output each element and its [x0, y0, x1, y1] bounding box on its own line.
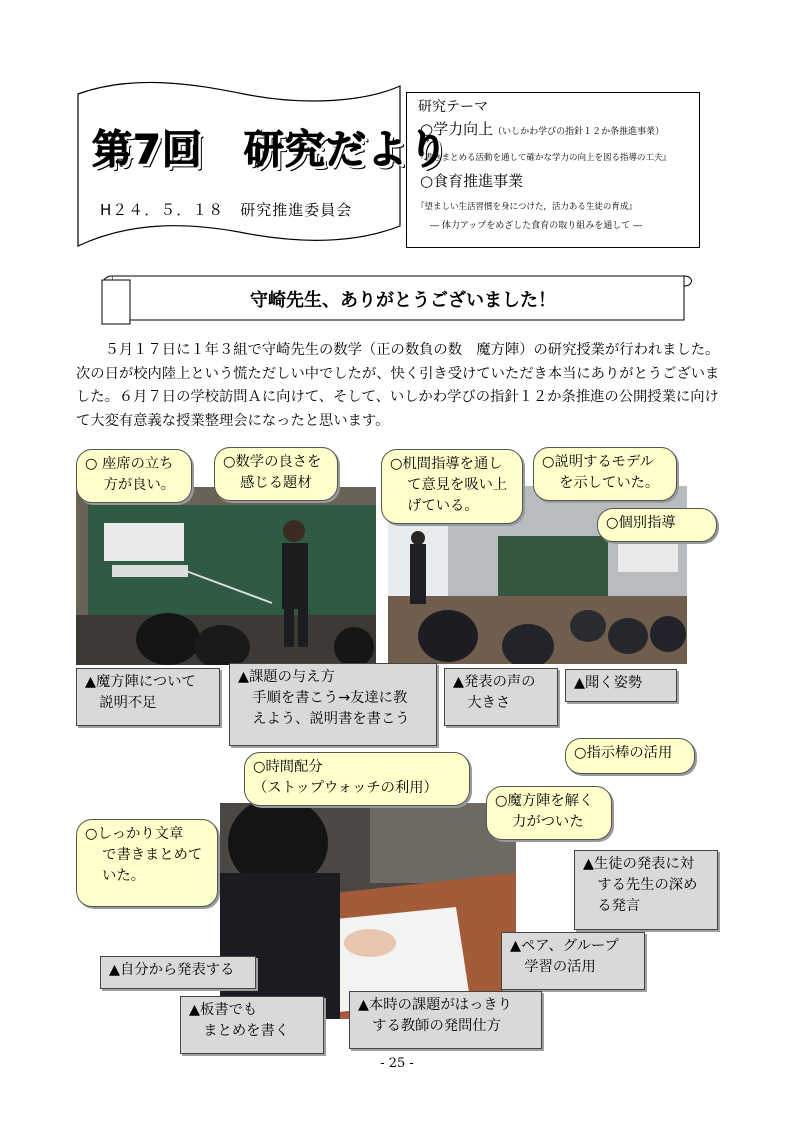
callout-pointer-use: ○指示棒の活用	[565, 738, 695, 774]
callout-line: ○机間指導を通し	[390, 456, 503, 472]
callout-desk-guidance	[381, 449, 523, 524]
article-paragraph: ５月１７日に１年３組で守崎先生の数学（正の数負の数 魔方陣）の研究授業が行われました。次の日が校内陸上という慌ただしい中でしたが、快く引き受けていただき本当にありがとうございました。６月７日の学校訪問Ａに向けて、そして、いしかわ学びの指針１２か条推進の公開授業に向けて大変有意義な授業整理会になったと思います。	[76, 342, 720, 429]
theme-item-food-education: ○食育推進事業	[420, 172, 524, 190]
note-line: ▲生徒の発表に対	[583, 856, 695, 872]
note-line: ▲板書でも	[189, 1002, 258, 1018]
note-line: ▲課題の与え方	[238, 669, 335, 685]
callout-line: いた。	[102, 868, 146, 884]
callout-model-explanation	[533, 447, 677, 501]
callout-line: て意見を吸い上	[407, 477, 508, 493]
theme-item-food-subtitle: 『望ましい生活習慣を身につけた，活力ある生徒の育成』	[416, 202, 637, 212]
note-line: ▲ペア、グループ	[510, 938, 619, 954]
callout-line: げている。	[407, 498, 479, 514]
theme-item-academic-title: ○学力向上	[420, 120, 494, 138]
callout-line: ○魔方陣を解く	[495, 793, 594, 809]
theme-item-academic	[420, 118, 664, 139]
note-line: 説明不足	[99, 695, 157, 711]
note-voice-volume	[444, 668, 558, 726]
note-line: 学習の活用	[524, 959, 596, 975]
note-self-presentation: ▲自分から発表する	[100, 956, 256, 989]
note-line: ▲魔方陣について	[85, 674, 196, 690]
callout-line: ○時間配分	[253, 759, 323, 775]
callout-line: ○数学の良さを	[223, 454, 322, 470]
note-line: ▲本時の課題がはっきり	[358, 997, 512, 1013]
note-line: る発言	[597, 898, 641, 914]
note-pair-group	[501, 932, 645, 990]
callout-line: ○説明するモデル	[542, 454, 654, 470]
note-clear-questioning	[349, 991, 542, 1049]
note-listening-posture: ▲聞く姿勢	[565, 669, 677, 702]
callout-line: ○しっかり文章	[85, 826, 184, 842]
note-line: 大きさ	[467, 695, 511, 711]
callout-seat-posture	[76, 449, 192, 503]
callout-time-allocation	[244, 752, 470, 806]
theme-item-food-subtitle-2: ― 体力アップをめざした食育の取り組みを通して ―	[430, 221, 643, 231]
note-line: 手順を書こう→友達に教	[252, 690, 408, 706]
issue-date-line: H２４．５．１８ 研究推進委員会	[100, 201, 353, 219]
note-line: まとめを書く	[203, 1023, 290, 1039]
student-writing-photo	[220, 803, 516, 1019]
callout-line: （ストップウォッチの利用）	[253, 780, 438, 796]
theme-item-academic-note: （いしかわ学びの指針１２か条推進事業）	[493, 127, 665, 137]
theme-label: 研究テーマ	[418, 99, 488, 115]
banner-heading: 守崎先生、ありがとうございました！	[250, 290, 556, 311]
note-teacher-remarks	[574, 850, 718, 930]
callout-line: 感じる題材	[240, 475, 312, 491]
callout-line: を示していた。	[559, 475, 660, 491]
note-board-writing	[180, 996, 324, 1054]
classroom-photo-blackboard	[76, 487, 376, 665]
newsletter-title: 第7回 研究だより	[92, 127, 449, 173]
callout-line: 力がついた	[512, 814, 584, 830]
theme-item-academic-subtitle: 『書きまとめる活動を通して確かな学力の向上を図る指導の工夫』	[416, 153, 672, 163]
note-task-presentation	[229, 663, 437, 746]
callout-solve-ability	[486, 786, 612, 840]
page-number: - 25 -	[380, 1056, 414, 1071]
callout-line: ○ 座席の立ち	[85, 456, 174, 472]
callout-math-topic	[214, 447, 338, 501]
note-line: する先生の深め	[597, 877, 698, 893]
callout-line: で書きまとめて	[102, 847, 203, 863]
callout-line: 方が良い。	[103, 477, 176, 493]
note-line: えよう、説明書を書こう	[252, 711, 410, 727]
callout-writing-summary	[76, 819, 218, 907]
callout-individual-guidance: ○個別指導	[597, 508, 717, 542]
note-line: ▲発表の声の	[453, 674, 536, 690]
note-line: する教師の発問仕方	[372, 1018, 501, 1034]
note-magic-square	[76, 668, 220, 726]
